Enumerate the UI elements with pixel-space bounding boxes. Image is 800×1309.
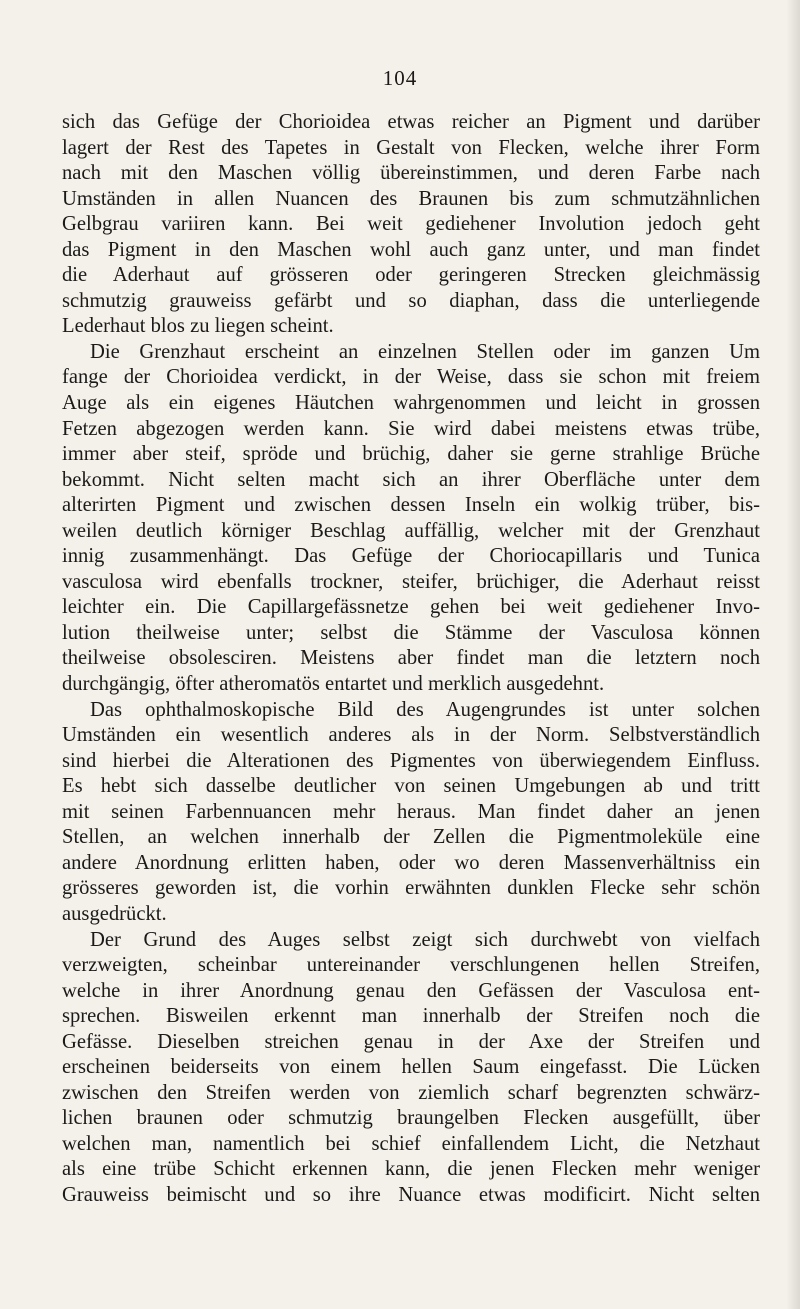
page-edge-shadow — [786, 0, 800, 1309]
text-line: alterirten Pigment und zwischen dessen Inseln ein wolkig trüber, bis- — [62, 494, 760, 517]
body-text — [62, 110, 760, 1209]
text-line: leichter ein. Die Capillargefässnetze gehen bei weit gediehener Invo- — [62, 596, 760, 619]
page-number: 104 — [382, 66, 418, 90]
text-line: Die Grenzhaut erscheint an einzelnen Stellen oder im ganzen Um — [90, 340, 760, 363]
text-line: Der Grund des Auges selbst zeigt sich durchwebt von vielfach — [90, 928, 760, 951]
text-line: als eine trübe Schicht erkennen kann, die jenen Flecken mehr weniger — [62, 1158, 760, 1181]
text-line: lagert der Rest des Tapetes in Gestalt von Flecken, welche ihrer Form — [62, 136, 760, 159]
text-line: nach mit den Maschen völlig übereinstimmen, und deren Farbe nach — [62, 162, 760, 185]
text-line: zwischen den Streifen werden von ziemlich scharf begrenzten schwärz- — [62, 1081, 760, 1104]
text-line: theilweise obsolesciren. Meistens aber findet man die letztern noch — [62, 647, 760, 670]
text-line: die Aderhaut auf grösseren oder geringeren Strecken gleichmässig — [62, 264, 760, 287]
text-line: vasculosa wird ebenfalls trockner, steifer, brüchiger, die Aderhaut reisst — [62, 570, 760, 593]
text-line: das Pigment in den Maschen wohl auch ganz unter, und man findet — [62, 238, 760, 261]
text-line: weilen deutlich körniger Beschlag auffällig, welcher mit der Grenzhaut — [62, 519, 760, 542]
text-line: Auge als ein eigenes Häutchen wahrgenommen und leicht in grossen — [62, 392, 760, 415]
text-line: mit seinen Farbennuancen mehr heraus. Man findet daher an jenen — [62, 800, 760, 823]
text-line: Gefässe. Dieselben streichen genau in der Axe der Streifen und — [62, 1030, 760, 1053]
text-line: innig zusammenhängt. Das Gefüge der Choriocapillaris und Tunica — [62, 545, 760, 568]
text-line: schmutzig grauweiss gefärbt und so diaphan, dass die unterliegende — [62, 289, 760, 312]
text-line: Stellen, an welchen innerhalb der Zellen die Pigmentmoleküle eine — [62, 826, 760, 849]
text-line: Es hebt sich dasselbe deutlicher von seinen Umgebungen ab und tritt — [62, 775, 760, 798]
text-line: immer aber steif, spröde und brüchig, daher sie gerne strahlige Brüche — [62, 443, 760, 466]
text-line: grösseres geworden ist, die vorhin erwähnten dunklen Flecke sehr schön — [62, 877, 760, 900]
text-line: Lederhaut blos zu liegen scheint. — [62, 315, 334, 338]
text-line: Gelbgrau variiren kann. Bei weit gediehener Involution jedoch geht — [62, 213, 760, 236]
text-line: verzweigten, scheinbar untereinander verschlungenen hellen Streifen, — [62, 954, 760, 977]
text-line: Umständen ein wesentlich anderes als in der Norm. Selbstverständlich — [62, 724, 760, 747]
text-line: Grauweiss beimischt und so ihre Nuance etwas modificirt. Nicht selten — [62, 1183, 760, 1206]
text-line: Umständen in allen Nuancen des Braunen bis zum schmutzähnlichen — [62, 187, 760, 210]
text-line: bekommt. Nicht selten macht sich an ihrer Oberfläche unter dem — [62, 468, 760, 491]
text-line: welchen man, namentlich bei schief einfallendem Licht, die Netzhaut — [62, 1132, 760, 1155]
text-line: ausgedrückt. — [62, 902, 167, 925]
text-line: Fetzen abgezogen werden kann. Sie wird dabei meistens etwas trübe, — [62, 417, 760, 440]
text-line: Das ophthalmoskopische Bild des Augengrundes ist unter solchen — [90, 698, 760, 721]
text-line: erscheinen beiderseits von einem hellen Saum eingefasst. Die Lücken — [62, 1056, 760, 1079]
text-line: welche in ihrer Anordnung genau den Gefässen der Vasculosa ent- — [62, 979, 760, 1002]
text-line: sind hierbei die Alterationen des Pigmentes von überwiegendem Einfluss. — [62, 749, 760, 772]
text-line: sich das Gefüge der Chorioidea etwas reicher an Pigment und darüber — [62, 111, 760, 133]
text-line: fange der Chorioidea verdickt, in der Weise, dass sie schon mit freiem — [62, 366, 760, 389]
text-line: lution theilweise unter; selbst die Stämme der Vasculosa können — [62, 621, 760, 644]
text-line: andere Anordnung erlitten haben, oder wo deren Massenverhältniss ein — [62, 851, 760, 874]
text-line: lichen braunen oder schmutzig braungelben Flecken ausgefüllt, über — [62, 1107, 760, 1130]
text-line: sprechen. Bisweilen erkennt man innerhalb der Streifen noch die — [62, 1005, 760, 1028]
text-line: durchgängig, öfter atheromatös entartet und merklich ausgedehnt. — [62, 673, 605, 696]
